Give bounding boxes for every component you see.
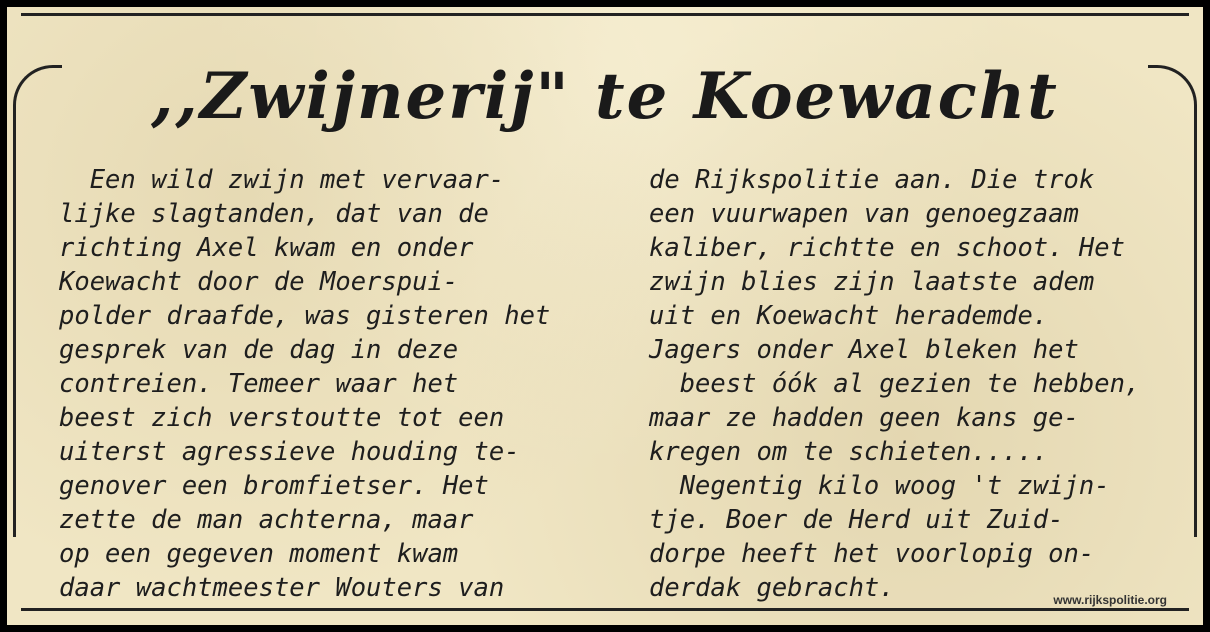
text-line: richting Axel kwam en onder <box>59 233 474 263</box>
newspaper-clipping <box>6 6 1204 626</box>
bottom-rule <box>21 608 1189 611</box>
left-border-line <box>13 117 16 537</box>
text-line: beest óók al gezien te hebben, <box>649 369 1141 399</box>
text-line: dorpe heeft het voorlopig on- <box>649 539 1095 569</box>
text-line: daar wachtmeester Wouters van <box>59 573 505 603</box>
text-line: zette de man achterna, maar <box>59 505 474 535</box>
top-rule <box>21 13 1189 16</box>
text-line: kregen om te schieten..... <box>649 437 1049 467</box>
text-line: een vuurwapen van genoegzaam <box>649 199 1079 229</box>
text-line: zwijn blies zijn laatste adem <box>649 267 1095 297</box>
text-line: de Rijkspolitie aan. Die trok <box>649 165 1095 195</box>
text-line: lijke slagtanden, dat van de <box>59 199 489 229</box>
text-line: uiterst agressieve houding te- <box>59 437 520 467</box>
text-line: polder draafde, was gisteren het <box>59 301 551 331</box>
text-line: beest zich verstoutte tot een <box>59 403 505 433</box>
text-line: Een wild zwijn met vervaar- <box>59 165 505 195</box>
text-line: genover een bromfietser. Het <box>59 471 489 501</box>
text-line: maar ze hadden geen kans ge- <box>649 403 1079 433</box>
text-line: Jagers onder Axel bleken het <box>649 335 1079 365</box>
right-column <box>649 163 1169 605</box>
text-line: derdak gebracht. <box>649 573 895 603</box>
text-line: kaliber, richtte en schoot. Het <box>649 233 1125 263</box>
text-line: Negentig kilo woog 't zwijn- <box>649 471 1110 501</box>
left-column <box>59 163 579 605</box>
text-line: op een gegeven moment kwam <box>59 539 459 569</box>
text-line: Koewacht door de Moerspui- <box>59 267 459 297</box>
text-line: contreien. Temeer waar het <box>59 369 459 399</box>
text-line: tje. Boer de Herd uit Zuid- <box>649 505 1064 535</box>
text-line: uit en Koewacht herademde. <box>649 301 1049 331</box>
right-border-line <box>1194 117 1197 537</box>
source-watermark: www.rijkspolitie.org <box>1053 593 1167 607</box>
article-headline: ,,Zwijnerij" te Koewacht <box>151 59 1059 134</box>
text-line: gesprek van de dag in deze <box>59 335 459 365</box>
